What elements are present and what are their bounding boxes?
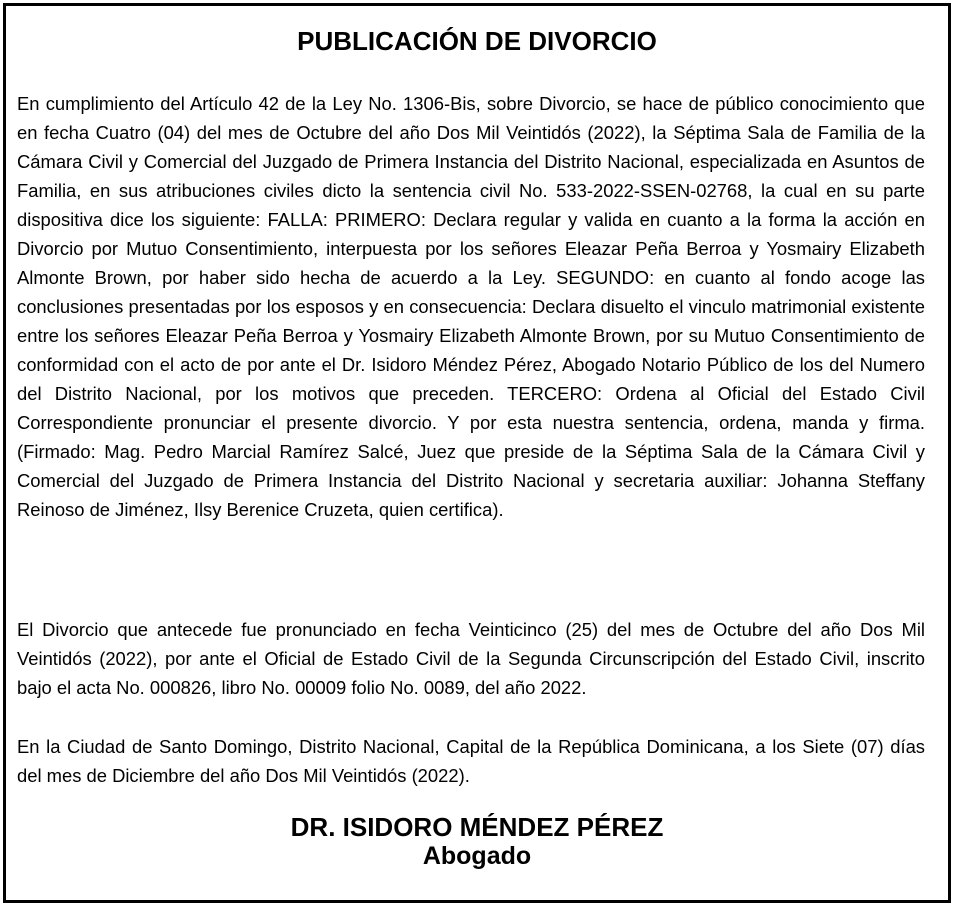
signature-name: DR. ISIDORO MÉNDEZ PÉREZ bbox=[290, 812, 664, 842]
notice-paragraph-registration: El Divorcio que antecede fue pronunciado en fecha Veinticinco (25) del mes de Octubre del año Dos Mil Veintidós (2022), por ante el Oficial de Estado Civil de la Segunda Circunscripción del Estado Civil, inscrito bajo el acta No. 000826, libro No. 00009 folio No. 0089, del año 2022. bbox=[17, 619, 925, 698]
notice-paragraph-place-date: En la Ciudad de Santo Domingo, Distrito Nacional, Capital de la República Dominicana, a los Siete (07) días del mes de Diciembre del año Dos Mil Veintidós (2022). bbox=[17, 736, 925, 786]
signature-block bbox=[0, 812, 954, 871]
notice-paragraph-ruling: En cumplimiento del Artículo 42 de la Ley No. 1306-Bis, sobre Divorcio, se hace de público conocimiento que en fecha Cuatro (04) del mes de Octubre del año Dos Mil Veintidós (2022), la Séptima Sala de Familia de la Cámara Civil y Comercial del Juzgado de Primera Instancia del Distrito Nacional, especializada en Asuntos de Familia, en sus atribuciones civiles dicto la sentencia civil No. 533-2022-SSEN-02768, la cual en su parte dispositiva dice los siguiente: FALLA: PRIMERO: Declara regular y valida en cuanto a la forma la acción en Divorcio por Mutuo Consentimiento, interpuesta por los señores Eleazar Peña Berroa y Yosmairy Elizabeth Almonte Brown, por haber sido hecha de acuerdo a la Ley. SEGUNDO: en cuanto al fondo acoge las conclusiones presentadas por los esposos y en consecuencia: Declara disuelto el vinculo matrimonial existente entre los señores Eleazar Peña Berroa y Yosmairy Elizabeth Almonte Brown, por su Mutuo Consentimiento de conformidad con el acto de por ante el Dr. Isidoro Méndez Pérez, Abogado Notario Público de los del Numero del Distrito Nacional, por los motivos que preceden. TERCERO: Ordena al Oficial del Estado Civil Correspondiente pronunciar el presente divorcio. Y por esta nuestra sentencia, ordena, manda y firma. (Firmado: Mag. Pedro Marcial Ramírez Salcé, Juez que preside de la Séptima Sala de la Cámara Civil y Comercial del Juzgado de Primera Instancia del Distrito Nacional y secretaria auxiliar: Johanna Steffany Reinoso de Jiménez, Ilsy Berenice Cruzeta, quien certifica). bbox=[17, 93, 925, 520]
notice-title: PUBLICACIÓN DE DIVORCIO bbox=[297, 26, 657, 56]
signature-role: Abogado bbox=[422, 842, 532, 870]
